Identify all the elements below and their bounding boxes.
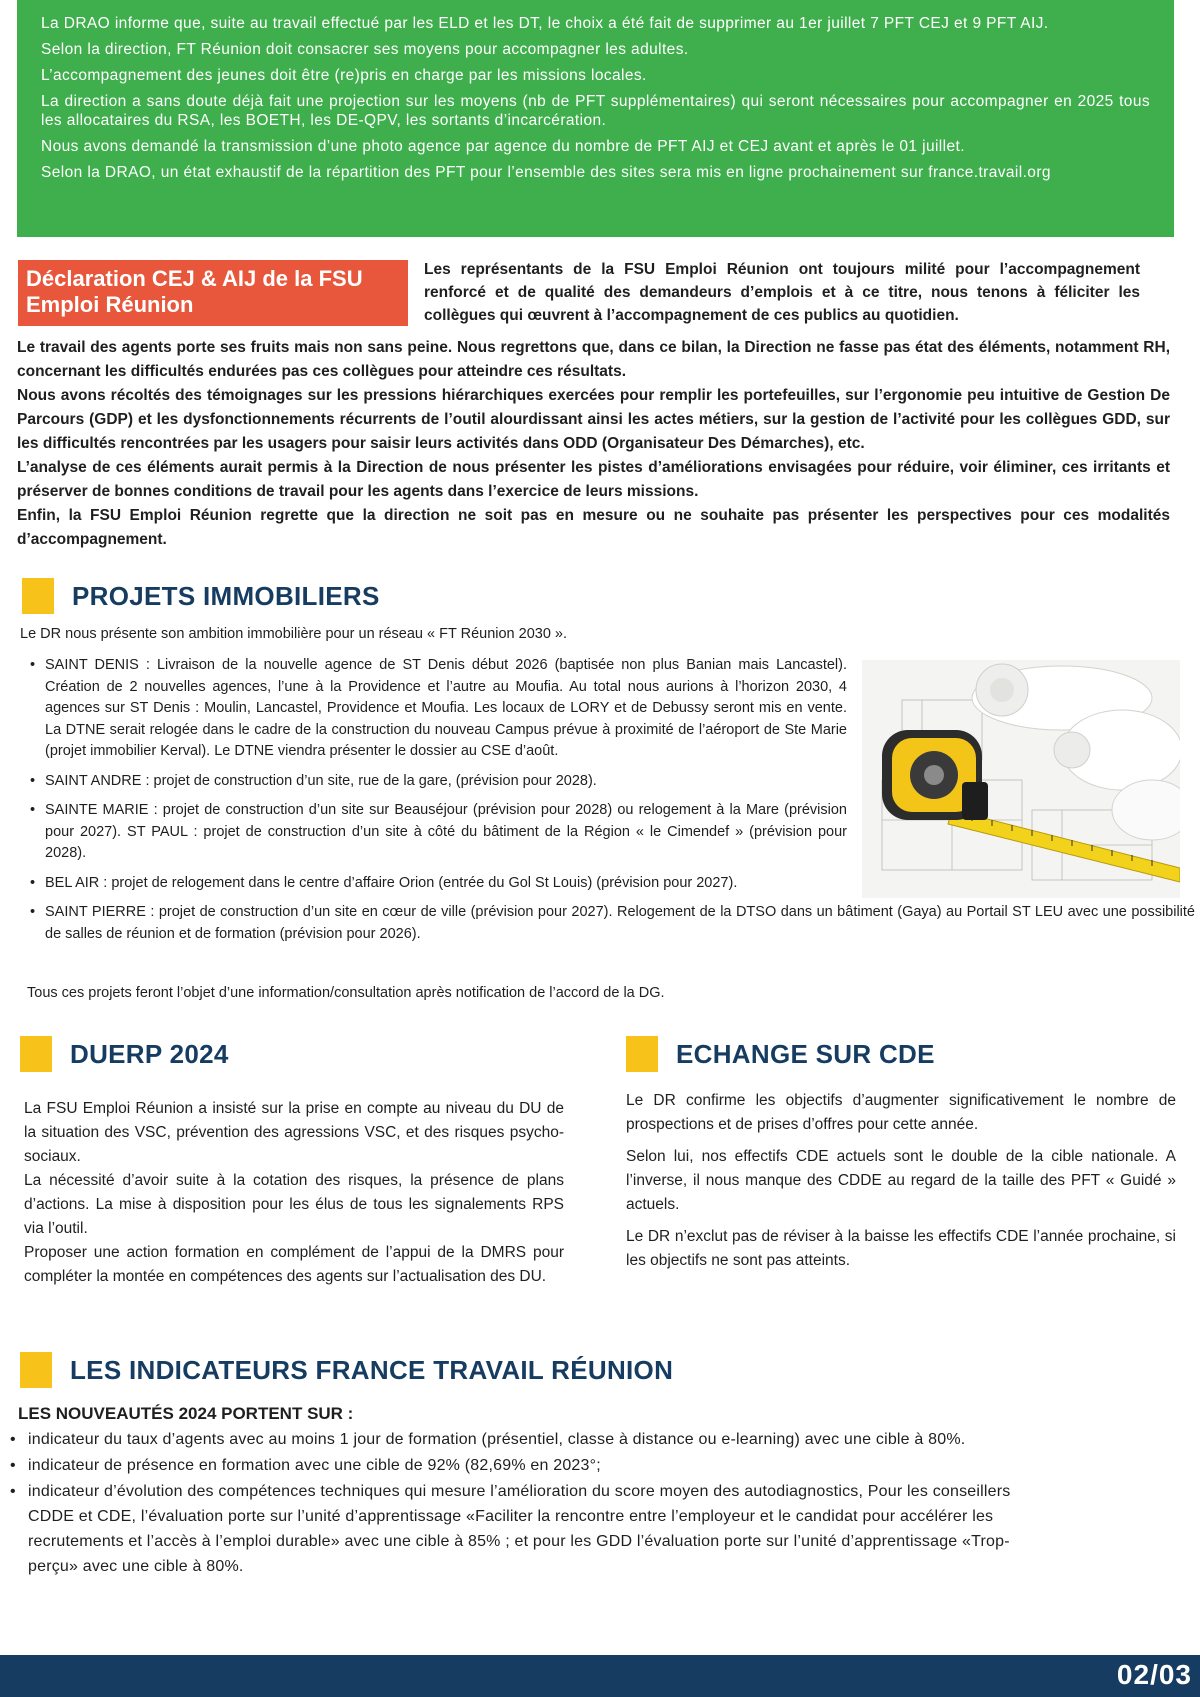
page-number: 02/03 xyxy=(1116,1659,1192,1690)
projets-intro: Le DR nous présente son ambition immobilière pour un réseau « FT Réunion 2030 ». xyxy=(20,626,568,642)
section-marker-icon xyxy=(20,1036,52,1072)
drao-paragraph: La DRAO informe que, suite au travail effectué par les ELD et les DT, le choix a été fait de supprimer au 1er juillet 7 PFT CEJ et 9 PFT AIJ. xyxy=(41,15,1049,32)
projets-list xyxy=(27,655,1195,953)
declaration-paragraph: Enfin, la FSU Emploi Réunion regrette que la direction ne soit pas en mesure ou ne souhaite pas présenter les perspectives pour ces modalités d’accompagnement. xyxy=(17,507,1170,548)
tape-measure-blueprint-image xyxy=(862,660,1180,898)
declaration-paragraph: Le travail des agents porte ses fruits mais non sans peine. Nous regrettons que, dans ce bilan, la Direction ne fasse pas état des éléments, notamment RH, concernant les difficultés endurées pas ces collègues pour atteindre ces résultats. xyxy=(17,339,1170,380)
drao-paragraph: L’accompagnement des jeunes doit être (re)pris en charge par les missions locales. xyxy=(41,67,647,84)
list-item: • SAINTE MARIE : projet de construction d’un site sur Beauséjour (prévision pour 2028) ou relogement à la Mare (prévision pour 2027). ST PAUL : projet de construction d’un site à côté du bâtiment de la Région « le Cimendef » (prévision pour 2028). xyxy=(27,800,847,865)
declaration-body xyxy=(17,336,1170,552)
declaration-paragraph: Nous avons récoltés des témoignages sur les pressions hiérarchiques exercées pour remplir les portefeuilles, sur l’ergonomie peu intuitive de Gestion De Parcours (GDP) et les dysfonctionnements récurrents de l’outil alourdissant ainsi les actes métiers, sur la gestion de l’activité pour les collègues GDD, sur les difficultés rencontrées par les usagers pour saisir leurs activités dans ODD (Organisateur Des Démarches), etc. xyxy=(17,387,1170,452)
declaration-paragraph: L’analyse de ces éléments aurait permis à la Direction de nous présenter les pistes d’améliorations envisagées pour réduire, voir éliminer, ces irritants et préserver de bonnes conditions de travail pour les agents dans l’exercice de leurs missions. xyxy=(17,459,1170,500)
drao-paragraph: La direction a sans doute déjà fait une projection sur les moyens (nb de PFT supplémentaires) qui seront nécessaires pour accompagner en 2025 tous les allocataires du RSA, les BOETH, les DE-QPV, les sortants d’incarcération. xyxy=(41,93,1150,129)
section-marker-icon xyxy=(22,578,54,614)
footer-bar xyxy=(0,1655,1200,1697)
blueprint-illustration xyxy=(862,660,1180,898)
indicateurs-list xyxy=(10,1427,1020,1580)
cde-paragraph: Le DR confirme les objectifs d’augmenter significativement le nombre de prospections et de prises d’offres pour cette année. xyxy=(626,1092,1176,1133)
cde-paragraph: Le DR n’exclut pas de réviser à la baisse les effectifs CDE l’année prochaine, si les objectifs ne sont pas atteints. xyxy=(626,1228,1176,1269)
duerp-text xyxy=(24,1097,564,1289)
list-item: • indicateur du taux d’agents avec au moins 1 jour de formation (présentiel, classe à distance ou e-learning) avec une cible à 80%. xyxy=(10,1427,1020,1452)
cde-text xyxy=(626,1089,1176,1281)
cde-paragraph: Selon lui, nos effectifs CDE actuels sont le double de la cible nationale. A l’inverse, il nous manque des CDDE au regard de la taille des PFT « Guidé » actuels. xyxy=(626,1148,1176,1213)
duerp-paragraph: La FSU Emploi Réunion a insisté sur la prise en compte au niveau du DU de la situation des VSC, prévention des agressions VSC, et des risques psycho- sociaux. xyxy=(24,1100,564,1165)
projets-closing: Tous ces projets feront l’objet d’une information/consultation après notification de l’accord de la DG. xyxy=(27,985,665,1001)
projets-heading xyxy=(22,578,380,614)
list-item: • indicateur de présence en formation avec une cible de 92% (82,69% en 2023°; xyxy=(10,1453,1020,1478)
list-item: • indicateur d’évolution des compétences techniques qui mesure l’amélioration du score moyen des autodiagnostics, Pour les conseillers CDDE et CDE, l’évaluation porte sur l’unité d’apprentissage «Faciliter la rencontre entre l’employeur et le candidat pour accélérer les recrutements et l’accès à l’emploi durable» avec une cible à 85% ; et pour les GDD l’évaluation porte sur l’unité d’apprentissage «Trop-perçu» avec une cible à 80%. xyxy=(10,1479,1020,1579)
indicateurs-title: LES INDICATEURS FRANCE TRAVAIL RÉUNION xyxy=(70,1354,674,1385)
list-item: • BEL AIR : projet de relogement dans le centre d’affaire Orion (entrée du Gol St Louis) (prévision pour 2027). xyxy=(27,873,847,895)
list-item: • SAINT ANDRE : projet de construction d’un site, rue de la gare, (prévision pour 2028). xyxy=(27,771,847,793)
list-item: • SAINT DENIS : Livraison de la nouvelle agence de ST Denis début 2026 (baptisée non plus Banian mais Lancastel). Création de 2 nouvelles agences, l’une à la Providence et l’autre au Moufia. Au total nous aurions à l’horizon 2030, 4 agences sur ST Denis : Moulin, Lancastel, Providence et Moufia. Les locaux de LORY et de Debussy seront mis en vente. La DTNE serait relogée dans le cadre de la construction du nouveau Campus prévue à proximité de l’aéroport de Ste Marie (projet immobilier Kerval). Le DTNE viendra présenter le dossier au CSE d’août. xyxy=(27,655,847,763)
indicateurs-subtitle: LES NOUVEAUTÉS 2024 PORTENT SUR : xyxy=(18,1404,354,1423)
cde-heading xyxy=(626,1036,935,1072)
cde-title: ECHANGE SUR CDE xyxy=(676,1038,935,1069)
section-marker-icon xyxy=(20,1352,52,1388)
duerp-paragraph: La nécessité d’avoir suite à la cotation des risques, la présence de plans d’actions. La mise à disposition pour les élus de tous les signalements RPS via l’outil. xyxy=(24,1172,564,1237)
drao-info-box xyxy=(17,0,1174,237)
list-item: • SAINT PIERRE : projet de construction d’un site en cœur de ville (prévision pour 2027). Relogement de la DTSO dans un bâtiment (Gaya) au Portail ST LEU avec une possibilité de salles de réunion et de formation (prévision pour 2026). xyxy=(27,902,1195,945)
declaration-title: Déclaration CEJ & AIJ de la FSU Emploi Réunion xyxy=(18,260,408,326)
drao-paragraph: Selon la direction, FT Réunion doit consacrer ses moyens pour accompagner les adultes. xyxy=(41,41,689,58)
duerp-heading xyxy=(20,1036,229,1072)
projets-title: PROJETS IMMOBILIERS xyxy=(72,580,380,611)
drao-paragraph: Nous avons demandé la transmission d’une photo agence par agence du nombre de PFT AIJ et CEJ avant et après le 01 juillet. xyxy=(41,138,965,155)
section-marker-icon xyxy=(626,1036,658,1072)
duerp-title: DUERP 2024 xyxy=(70,1038,229,1069)
indicateurs-heading xyxy=(20,1352,673,1388)
duerp-paragraph: Proposer une action formation en complément de l’appui de la DMRS pour compléter la montée en compétences des agents sur l’actualisation des DU. xyxy=(24,1244,564,1285)
declaration-intro: Les représentants de la FSU Emploi Réunion ont toujours milité pour l’accompagnement renforcé et de qualité des demandeurs d’emplois et à ce titre, nous tenons à féliciter les collègues qui œuvrent à l’accompagnement de ces publics au quotidien. xyxy=(424,261,1140,324)
drao-paragraph: Selon la DRAO, un état exhaustif de la répartition des PFT pour l’ensemble des sites sera mis en ligne prochainement sur france.travail.org xyxy=(41,164,1051,181)
